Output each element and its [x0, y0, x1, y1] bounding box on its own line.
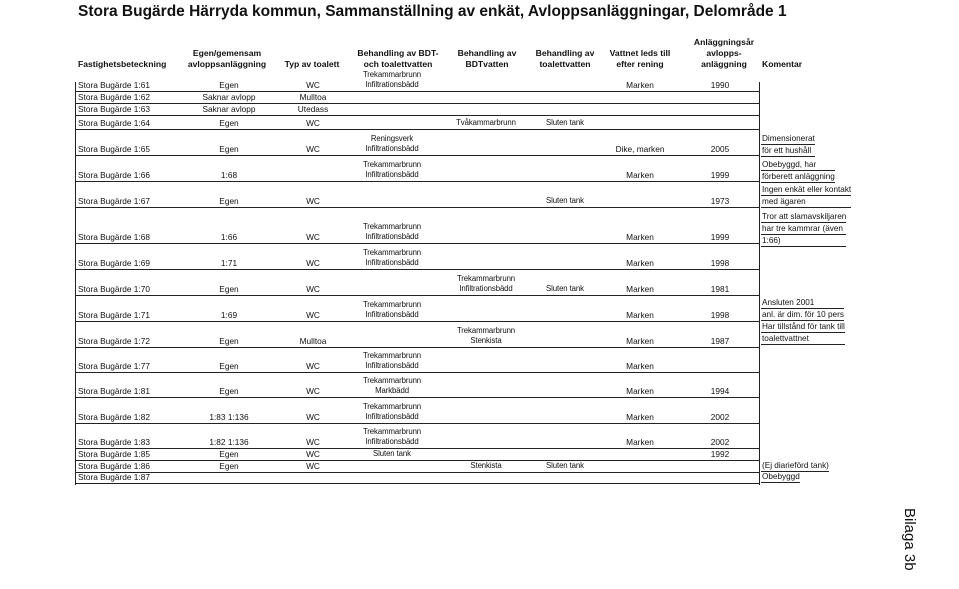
cell-typ: Mulltoa: [299, 336, 327, 346]
cell-vattnet: Marken: [626, 437, 654, 447]
cell-egen: Egen: [219, 196, 239, 206]
header-behandling-toalett: [528, 30, 602, 70]
cell-fastighet: Stora Bugärde 1:68: [78, 232, 150, 242]
comment-line: Ansluten 2001: [761, 297, 844, 309]
cell-fastighet: Stora Bugärde 1:86: [78, 461, 150, 471]
cell-fastighet: Stora Bugärde 1:66: [78, 170, 150, 180]
cell-egen: Saknar avlopp: [202, 104, 256, 114]
cell-vattnet: Dike, marken: [615, 144, 665, 154]
cell-fastighet: Stora Bugärde 1:87: [78, 472, 150, 482]
cell-fastighet: Stora Bugärde 1:61: [78, 80, 150, 90]
header-behandling-toalett-text: Behandling av toalettvatten: [535, 48, 595, 69]
cell-bdt: Trekammarbrunn Stenkista: [456, 326, 516, 345]
cell-egen: Egen: [219, 336, 239, 346]
table-row: [75, 322, 759, 348]
cell-egen: 1:83 1:136: [209, 412, 249, 422]
comment-line: för ett hushåll: [761, 145, 815, 157]
cell-bdt-toa: Trekammarbrunn Infiltrationsbädd: [362, 70, 422, 89]
cell-bdt-toa: Reningsverk Infiltrationsbädd: [365, 134, 419, 153]
cell-fastighet: Stora Bugärde 1:81: [78, 386, 150, 396]
comment-line: har tre kammrar (även: [761, 223, 846, 235]
cell-toa: Sluten tank: [546, 196, 584, 205]
table-row: [75, 449, 759, 461]
cell-fastighet: Stora Bugärde 1:82: [78, 412, 150, 422]
comment-line: (Ej diarieförd tank): [762, 461, 829, 470]
header-fastighetsbeteckning: Fastighetsbeteckning: [78, 59, 167, 69]
table-row: [75, 208, 759, 244]
cell-egen: Egen: [219, 144, 239, 154]
table-row: [75, 116, 759, 130]
cell-bdt: Stenkista: [470, 461, 502, 470]
cell-bdt-toa: Trekammarbrunn Infiltrationsbädd: [362, 300, 422, 319]
table-row: [75, 182, 759, 208]
header-behandling-bdt-toalett: [348, 30, 448, 70]
cell-bdt-toa: Trekammarbrunn Infiltrationsbädd: [362, 427, 422, 446]
comment-line: Obebyggd: [762, 472, 800, 481]
cell-fastighet: Stora Bugärde 1:65: [78, 144, 150, 154]
cell-vattnet: Marken: [626, 412, 654, 422]
comment: [761, 321, 845, 345]
table-row: [75, 71, 759, 92]
cell-egen: 1:68: [220, 170, 238, 180]
cell-bdt-toa: Trekammarbrunn Infiltrationsbädd: [362, 160, 422, 179]
comment: [761, 211, 846, 247]
comment-line: Tror att slamavskiljaren: [762, 212, 847, 221]
cell-typ: WC: [306, 412, 320, 422]
cell-fastighet: Stora Bugärde 1:69: [78, 258, 150, 268]
cell-ar: 2002: [710, 412, 730, 422]
comment: [761, 297, 844, 321]
side-label: Bilaga 3b: [901, 508, 918, 571]
comment-line: Har tillstånd för tank till: [762, 322, 845, 331]
cell-fastighet: Stora Bugärde 1:85: [78, 449, 150, 459]
table-row: [75, 461, 759, 473]
table-row: [75, 270, 759, 296]
table-row: [75, 156, 759, 182]
comment: [761, 133, 815, 157]
cell-typ: WC: [306, 310, 320, 320]
table-row: [75, 424, 759, 449]
comment-line: anl. är dim. för 10 pers: [762, 310, 844, 319]
cell-bdt: Tvåkammarbrunn: [456, 118, 516, 127]
cell-ar: 1994: [710, 386, 730, 396]
cell-egen: Egen: [219, 386, 239, 396]
cell-ar: 1990: [710, 80, 730, 90]
comment: [761, 159, 835, 183]
cell-egen: 1:66: [220, 232, 238, 242]
comment-line: Obebyggd, har: [761, 159, 835, 171]
cell-fastighet: Stora Bugärde 1:63: [78, 104, 150, 114]
table-right-border: [759, 82, 760, 485]
header-behandling-bdt-text: Behandling av BDTvatten: [457, 48, 517, 69]
cell-vattnet: Marken: [626, 310, 654, 320]
cell-ar: 1973: [710, 196, 730, 206]
cell-bdt-toa: Trekammarbrunn Infiltrationsbädd: [362, 351, 422, 370]
header-egen-gemensam-text: Egen/gemensam avloppsanläggning: [187, 48, 267, 69]
cell-typ: WC: [306, 80, 320, 90]
cell-bdt-toa: Trekammarbrunn Infiltrationsbädd: [362, 248, 422, 267]
table-row: [75, 92, 759, 104]
table-row: [75, 104, 759, 116]
table-row: [75, 473, 759, 484]
cell-ar: 2002: [710, 437, 730, 447]
header-komentar: Komentar: [762, 59, 803, 69]
page-title: Stora Bugärde Härryda kommun, Sammanställning av enkät, Avloppsanläggningar, Delområde 1: [78, 3, 787, 20]
cell-ar: 1998: [710, 258, 730, 268]
cell-bdt-toa: Trekammarbrunn Infiltrationsbädd: [362, 402, 422, 421]
comment-line: med ägaren: [761, 196, 851, 208]
cell-typ: WC: [306, 196, 320, 206]
cell-egen: Egen: [219, 284, 239, 294]
cell-typ: WC: [306, 461, 320, 471]
cell-egen: Egen: [219, 461, 239, 471]
cell-egen: 1:69: [220, 310, 238, 320]
header-behandling-bdt: [446, 30, 528, 70]
cell-egen: Egen: [219, 80, 239, 90]
cell-ar: 2005: [710, 144, 730, 154]
table-row: [75, 373, 759, 398]
table-row: [75, 244, 759, 270]
cell-vattnet: Marken: [626, 386, 654, 396]
header-vattnet-leds-text: Vattnet leds till efter rening: [609, 48, 671, 69]
cell-typ: WC: [306, 449, 320, 459]
table-row: [75, 348, 759, 373]
cell-egen: 1:71: [220, 258, 238, 268]
cell-typ: WC: [306, 118, 320, 128]
comment-line: Ingen enkät eller kontakt: [762, 185, 852, 194]
table-row: [75, 398, 759, 424]
cell-typ: WC: [306, 437, 320, 447]
header-anlaggningsar-text: Anläggningsår avlopps- anläggning: [693, 37, 755, 69]
cell-vattnet: Marken: [626, 170, 654, 180]
cell-fastighet: Stora Bugärde 1:64: [78, 118, 150, 128]
cell-vattnet: Marken: [626, 232, 654, 242]
cell-egen: 1:82 1:136: [209, 437, 249, 447]
comment-line: 1:66): [761, 235, 846, 247]
cell-ar: 1998: [710, 310, 730, 320]
cell-ar: 1999: [710, 170, 730, 180]
header-egen-gemensam: [177, 30, 277, 70]
cell-typ: WC: [306, 284, 320, 294]
comment-line: Dimensionerat: [762, 134, 815, 143]
comment-line: förberett anläggning: [762, 172, 835, 181]
cell-vattnet: Marken: [626, 284, 654, 294]
header-vattnet-leds: [600, 30, 680, 70]
table-left-border: [75, 82, 76, 485]
cell-vattnet: Marken: [626, 361, 654, 371]
cell-typ: WC: [306, 232, 320, 242]
cell-ar: 1992: [710, 449, 730, 459]
header-typ-av-toalett: Typ av toalett: [284, 59, 340, 69]
table-row: [75, 296, 759, 322]
comment: [761, 184, 851, 208]
cell-bdt-toa: Trekammarbrunn Markbädd: [362, 376, 422, 395]
header-anlaggningsar: [684, 30, 764, 70]
cell-bdt-toa: Trekammarbrunn Infiltrationsbädd: [362, 222, 422, 241]
cell-typ: WC: [306, 258, 320, 268]
comment: [761, 471, 800, 483]
comment-line: toalettvattnet: [761, 333, 845, 345]
cell-egen: Saknar avlopp: [202, 92, 256, 102]
cell-fastighet: Stora Bugärde 1:77: [78, 361, 150, 371]
cell-toa: Sluten tank: [546, 284, 584, 293]
cell-ar: 1987: [710, 336, 730, 346]
cell-typ: WC: [306, 386, 320, 396]
cell-fastighet: Stora Bugärde 1:70: [78, 284, 150, 294]
cell-fastighet: Stora Bugärde 1:67: [78, 196, 150, 206]
cell-egen: Egen: [219, 449, 239, 459]
cell-bdt-toa: Sluten tank: [373, 449, 411, 458]
cell-typ: WC: [306, 361, 320, 371]
cell-vattnet: Marken: [626, 80, 654, 90]
cell-toa: Sluten tank: [546, 118, 584, 127]
cell-ar: 1981: [710, 284, 730, 294]
cell-fastighet: Stora Bugärde 1:71: [78, 310, 150, 320]
cell-egen: Egen: [219, 361, 239, 371]
cell-fastighet: Stora Bugärde 1:83: [78, 437, 150, 447]
cell-vattnet: Marken: [626, 336, 654, 346]
cell-fastighet: Stora Bugärde 1:62: [78, 92, 150, 102]
cell-typ: Mulltoa: [299, 92, 327, 102]
cell-bdt: Trekammarbrunn Infiltrationsbädd: [456, 274, 516, 293]
cell-typ: Utedass: [297, 104, 329, 114]
cell-egen: Egen: [219, 118, 239, 128]
cell-fastighet: Stora Bugärde 1:72: [78, 336, 150, 346]
cell-ar: 1999: [710, 232, 730, 242]
cell-vattnet: Marken: [626, 258, 654, 268]
cell-toa: Sluten tank: [546, 461, 584, 470]
cell-typ: WC: [306, 144, 320, 154]
table-row: [75, 130, 759, 156]
header-behandling-bdt-toalett-text: Behandling av BDT- och toalettvatten: [357, 48, 439, 69]
